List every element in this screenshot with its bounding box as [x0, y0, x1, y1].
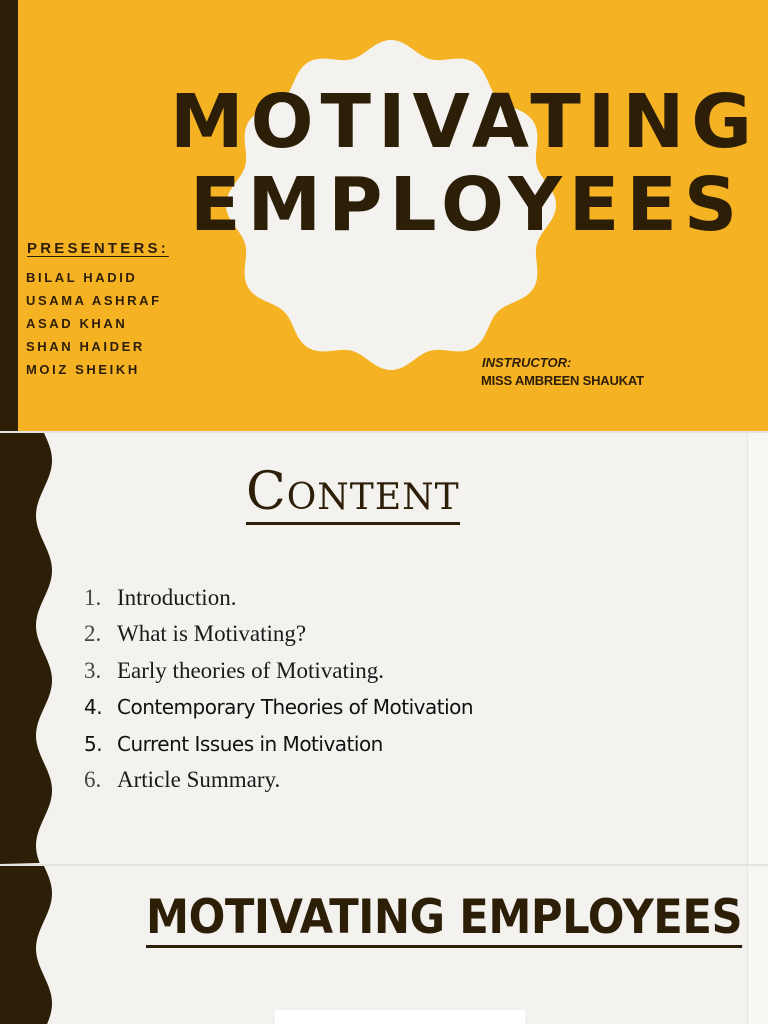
content-item — [84, 654, 473, 690]
item-number: 4. — [84, 695, 103, 720]
slide-title: MOTIVATING EMPLOYEES — [146, 892, 742, 948]
wavy-left-border — [0, 866, 60, 1024]
instructor-label: INSTRUCTOR: — [482, 355, 572, 370]
item-text: Contemporary Theories of Motivation — [117, 695, 474, 720]
item-text: What is Motivating? — [117, 621, 307, 647]
content-title: Content — [246, 463, 460, 525]
presenters-list — [26, 266, 162, 381]
item-text: Article Summary. — [117, 766, 281, 792]
item-text: Current Issues in Motivation — [117, 731, 383, 756]
presenter-name: MOIZ SHEIKH — [26, 362, 140, 377]
item-number: 5. — [84, 731, 103, 756]
item-text: Introduction. — [117, 585, 237, 610]
content-item — [84, 581, 473, 617]
item-number: 3. — [84, 657, 102, 683]
title-slide — [0, 0, 768, 431]
presenters-heading: PRESENTERS: — [27, 240, 169, 257]
item-number: 1. — [84, 585, 102, 610]
slide-image — [275, 1010, 525, 1024]
slide-title-line-2: EMPLOYEES — [190, 162, 745, 248]
content-slide — [0, 433, 768, 864]
left-accent-bar — [0, 0, 18, 431]
presenter-name: BILAL HADID — [26, 270, 138, 285]
slide-title-line-1: MOTIVATING — [170, 79, 760, 165]
item-text: Early theories of Motivating. — [117, 657, 384, 683]
presenter-name: USAMA ASHRAF — [26, 293, 162, 308]
motivating-employees-slide — [0, 866, 768, 1024]
instructor-name: MISS AMBREEN SHAUKAT — [481, 373, 644, 388]
content-item — [84, 763, 473, 799]
wavy-left-border — [0, 433, 60, 864]
content-item — [84, 727, 473, 763]
item-number: 2. — [84, 621, 102, 647]
content-item — [84, 617, 473, 653]
presenter-name: ASAD KHAN — [26, 316, 128, 331]
content-item — [84, 690, 473, 726]
item-number: 6. — [84, 766, 102, 792]
content-list — [84, 581, 473, 799]
right-edge-strip — [747, 433, 768, 864]
right-edge-strip — [747, 866, 768, 1024]
presenter-name: SHAN HAIDER — [26, 339, 145, 354]
